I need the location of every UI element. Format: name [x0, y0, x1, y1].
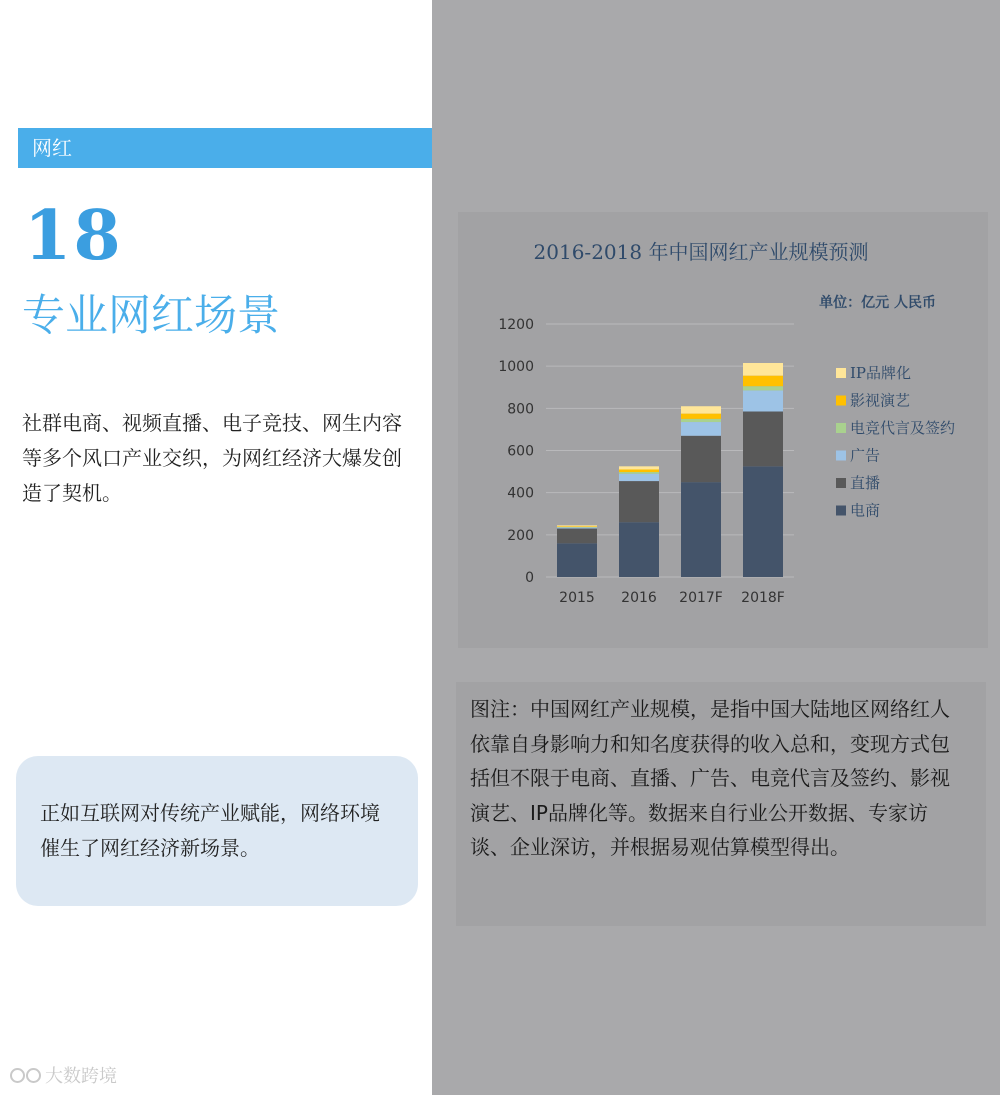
x-tick-label: 2015	[559, 590, 595, 606]
legend-label: 影视演艺	[850, 391, 911, 410]
legend-label: 电商	[850, 501, 881, 520]
chart-note	[456, 682, 986, 926]
page-subtitle: 专业网红场景	[22, 291, 280, 341]
body-paragraph: 社群电商、视频直播、电子竞技、网生内容等多个风口产业交织，为网红经济大爆发创造了契机。	[22, 411, 402, 505]
quote-text: 正如互联网对传统产业赋能，网络环境催生了网红经济新场景。	[40, 801, 380, 860]
chart-unit-label: 单位：亿元 人民币	[819, 295, 936, 311]
legend-swatch	[836, 478, 846, 488]
legend-swatch	[836, 506, 846, 516]
legend-swatch	[836, 396, 846, 406]
left-panel	[0, 0, 432, 1095]
bar-segment	[557, 525, 597, 526]
watermark	[10, 1062, 117, 1088]
bar-segment	[743, 386, 783, 390]
bar-segment	[743, 390, 783, 411]
bar-segment	[681, 436, 721, 482]
legend-label: 直播	[850, 474, 881, 492]
y-tick-label: 400	[507, 485, 534, 502]
x-tick-label: 2016	[621, 590, 657, 606]
bar-segment	[681, 422, 721, 436]
bar-segment	[557, 527, 597, 528]
bar-segment	[619, 522, 659, 577]
bar-segment	[619, 481, 659, 522]
x-tick-label: 2018F	[741, 590, 785, 606]
legend-swatch	[836, 451, 846, 461]
section-tag: 网红	[18, 128, 432, 168]
bar-segment	[557, 529, 597, 544]
bar-segment	[743, 411, 783, 466]
bar-segment	[619, 472, 659, 474]
y-tick-label: 800	[507, 401, 534, 418]
bar-segment	[619, 466, 659, 469]
bar-segment	[557, 526, 597, 527]
bar-segment	[681, 482, 721, 577]
quote-box	[16, 756, 418, 906]
chart-title: 2016-2018 年中国网红产业规模预测	[533, 240, 869, 264]
x-tick-label: 2017F	[679, 590, 723, 606]
legend-swatch	[836, 368, 846, 378]
bar-segment	[557, 543, 597, 577]
legend-label: IP品牌化	[850, 364, 912, 382]
bar-segment	[681, 406, 721, 413]
bar-segment	[619, 474, 659, 481]
y-tick-label: 0	[525, 570, 534, 586]
y-tick-label: 1000	[498, 359, 534, 376]
legend-swatch	[836, 423, 846, 433]
stacked-bar-chart	[458, 212, 988, 648]
bar-segment	[681, 419, 721, 422]
y-tick-label: 200	[507, 527, 534, 544]
y-tick-label: 600	[507, 443, 534, 460]
chart-panel	[458, 212, 988, 648]
bar-segment	[743, 466, 783, 577]
watermark-text: 大数跨境	[45, 1066, 117, 1087]
bar-segment	[743, 363, 783, 376]
bar-segment	[743, 376, 783, 387]
chart-note-text: 图注：中国网红产业规模，是指中国大陆地区网络红人依靠自身影响力和知名度获得的收入总和，变现方式包括但不限于电商、直播、广告、电竞代言及签约、影视演艺、IP品牌化等。数据来自行业公开数据、专家访谈、企业深访，并根据易观估算模型得出。	[470, 697, 950, 859]
y-tick-label: 1200	[498, 317, 534, 333]
bar-segment	[619, 469, 659, 472]
bar-segment	[681, 414, 721, 419]
page-number: 18	[24, 196, 123, 276]
watermark-logo-icon	[10, 1068, 41, 1083]
legend-label: 广告	[850, 446, 881, 465]
legend-label: 电竞代言及签约	[850, 419, 956, 437]
